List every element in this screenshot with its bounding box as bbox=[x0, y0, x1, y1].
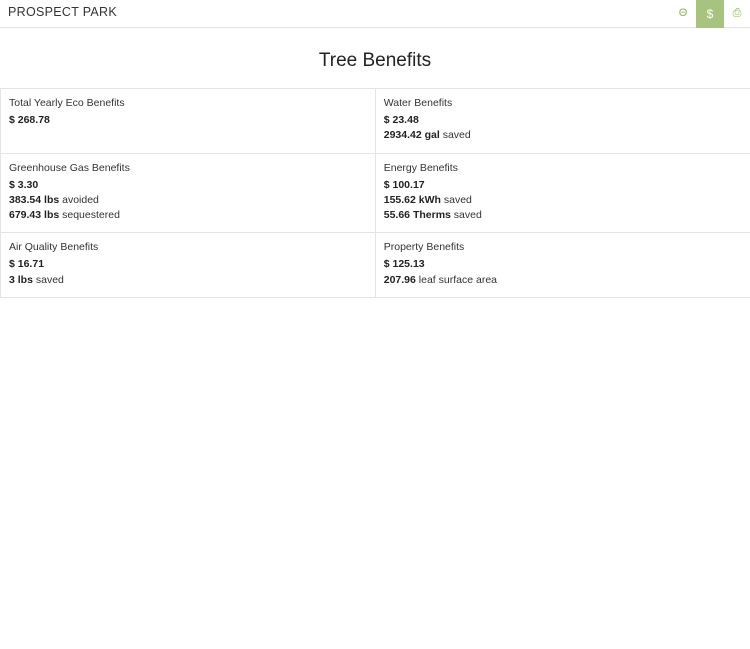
app-brand-title: PROSPECT PARK bbox=[8, 5, 118, 20]
benefit-value: $ 100.17 bbox=[383, 178, 425, 191]
benefit-value: $ 268.78 bbox=[9, 114, 50, 127]
benefit-detail-line bbox=[384, 128, 742, 143]
benefit-detail-amount: 55.66 Therms bbox=[383, 209, 451, 222]
benefit-value: $ 3.30 bbox=[9, 178, 39, 191]
benefit-label: Greenhouse Gas Benefits bbox=[9, 161, 130, 174]
benefit-detail-suffix: sequestered bbox=[59, 209, 120, 222]
print-icon: ⎙ bbox=[732, 7, 742, 19]
benefit-detail-suffix: saved bbox=[439, 129, 471, 142]
tree-icon: Θ bbox=[678, 7, 688, 19]
benefit-detail-suffix: saved bbox=[32, 273, 64, 286]
benefit-cell-water bbox=[375, 89, 750, 154]
benefit-detail-line bbox=[384, 193, 742, 208]
table-row bbox=[1, 153, 750, 233]
benefit-cell-air-quality bbox=[1, 233, 376, 298]
benefit-label: Property Benefits bbox=[383, 241, 465, 254]
benefit-detail-suffix: saved bbox=[450, 209, 482, 222]
benefit-detail-line bbox=[9, 208, 367, 223]
dollar-icon-button[interactable] bbox=[696, 0, 724, 28]
benefit-value: $ 125.13 bbox=[383, 258, 425, 271]
benefit-label: Water Benefits bbox=[383, 97, 453, 109]
benefit-label: Total Yearly Eco Benefits bbox=[9, 97, 125, 109]
benefit-cell-energy bbox=[375, 153, 750, 233]
table-row bbox=[1, 233, 750, 298]
benefit-detail-line bbox=[384, 208, 742, 223]
benefit-detail-amount: 207.96 bbox=[383, 273, 416, 286]
benefit-detail-amount: 155.62 kWh bbox=[383, 193, 441, 206]
page-title: Tree Benefits bbox=[318, 50, 432, 71]
benefit-detail-suffix: avoided bbox=[59, 193, 99, 206]
tree-benefits-table bbox=[0, 88, 750, 298]
topbar-actions bbox=[670, 0, 750, 28]
benefit-cell-property bbox=[375, 233, 750, 298]
benefit-value: $ 23.48 bbox=[383, 114, 419, 127]
benefit-detail-line bbox=[9, 273, 367, 288]
dollar-icon: $ bbox=[706, 6, 714, 21]
benefit-detail-amount: 2934.42 gal bbox=[383, 129, 440, 142]
top-bar bbox=[0, 0, 750, 28]
table-row bbox=[1, 89, 750, 154]
benefit-detail-amount: 383.54 lbs bbox=[9, 193, 60, 206]
benefit-detail-amount: 3 lbs bbox=[9, 273, 33, 286]
benefit-label: Energy Benefits bbox=[383, 161, 458, 174]
tree-icon-button[interactable] bbox=[670, 0, 696, 28]
benefit-detail-line bbox=[384, 273, 742, 288]
benefit-detail-suffix: saved bbox=[440, 193, 472, 206]
benefit-value: $ 16.71 bbox=[9, 258, 45, 271]
benefit-cell-greenhouse-gas bbox=[1, 153, 376, 233]
benefit-detail-suffix: leaf surface area bbox=[415, 273, 498, 286]
benefit-detail-amount: 679.43 lbs bbox=[9, 209, 60, 222]
benefit-cell-total-yearly-eco bbox=[1, 89, 376, 154]
benefit-detail-line bbox=[9, 193, 367, 208]
benefit-label: Air Quality Benefits bbox=[9, 241, 99, 254]
print-icon-button[interactable] bbox=[724, 0, 750, 28]
